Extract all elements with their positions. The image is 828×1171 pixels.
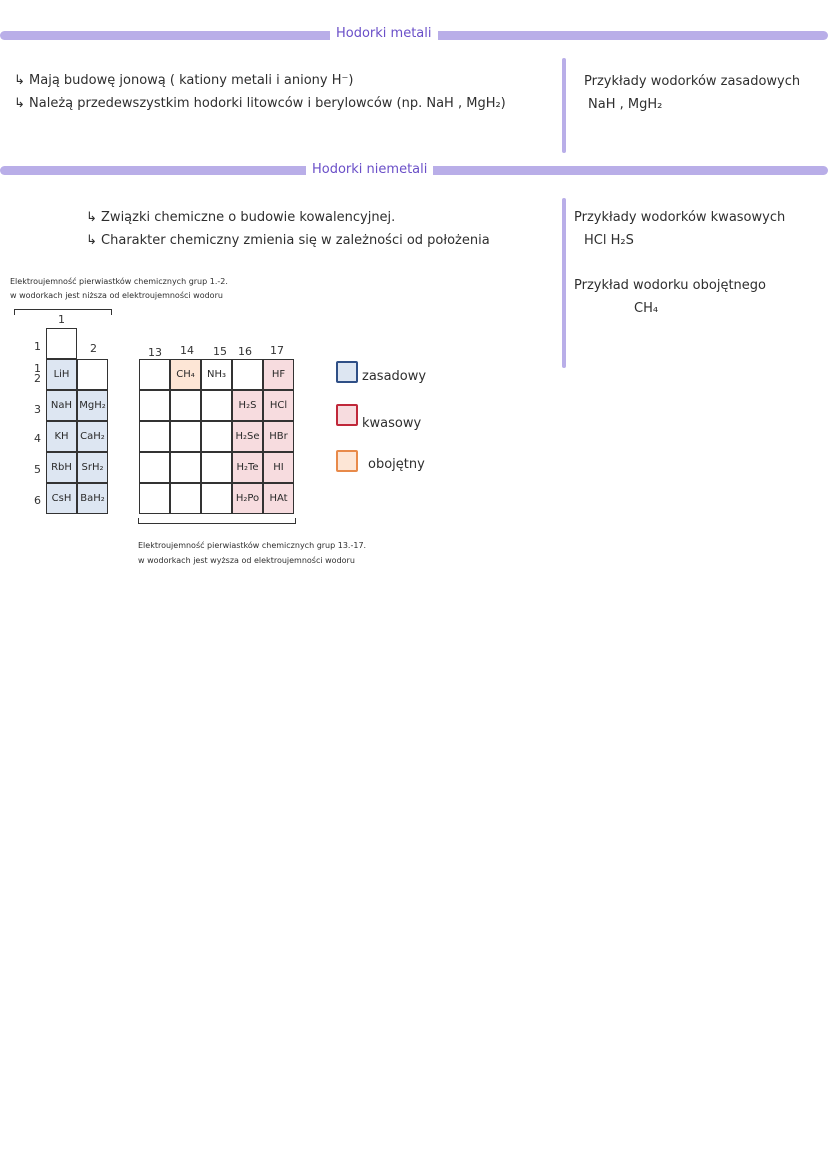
table-cell: CsH bbox=[46, 483, 77, 514]
group-label-2: 2 bbox=[90, 342, 97, 355]
legend-label-acid: kwasowy bbox=[362, 416, 422, 431]
table-cell: H₂S bbox=[232, 390, 263, 421]
table-cell bbox=[232, 359, 263, 390]
example-neutral-title: Przykład wodorku obojętnego bbox=[574, 278, 766, 293]
table-cell: NH₃ bbox=[201, 359, 232, 390]
table-cell bbox=[139, 452, 170, 483]
section-title-metals: Hodorki metali bbox=[330, 26, 438, 41]
arrow-icon: ↳ bbox=[86, 233, 102, 248]
group-label-15: 15 bbox=[213, 345, 227, 358]
table-cell: RbH bbox=[46, 452, 77, 483]
table-cell: CaH₂ bbox=[77, 421, 108, 452]
period-label-1: 1 bbox=[34, 362, 41, 375]
table-cell: HBr bbox=[263, 421, 294, 452]
period-label-5: 5 bbox=[34, 463, 41, 476]
examples-basic-title: Przykłady wodorków zasadowych bbox=[584, 74, 801, 89]
bracket-groups-13-17 bbox=[138, 518, 296, 524]
examples-basic-values: NaH , MgH₂ bbox=[588, 97, 663, 112]
table-cell: MgH₂ bbox=[77, 390, 108, 421]
note-groups-1-2-line1: Elektroujemność pierwiastków chemicznych grup 1.-2. bbox=[10, 277, 228, 286]
bullet-metals-1: ↳ Mają budowę jonową ( kationy metali i aniony H⁻) bbox=[14, 73, 354, 88]
table-cell: BaH₂ bbox=[77, 483, 108, 514]
table-cell: KH bbox=[46, 421, 77, 452]
group-label-1: 1 bbox=[34, 340, 41, 353]
table-cell bbox=[170, 452, 201, 483]
table-cell bbox=[77, 359, 108, 390]
table-cell bbox=[201, 390, 232, 421]
table-cell: LiH bbox=[46, 359, 77, 390]
table-cell bbox=[170, 390, 201, 421]
note-groups-13-17-line1: Elektroujemność pierwiastków chemicznych grup 13.-17. bbox=[138, 541, 367, 550]
legend-swatch-neutral bbox=[336, 450, 358, 472]
table-cell: SrH₂ bbox=[77, 452, 108, 483]
bullet-nonmetals-2: ↳ Charakter chemiczny zmienia się w zależności od położenia bbox=[86, 233, 490, 248]
table-cell bbox=[201, 483, 232, 514]
table-cell bbox=[170, 483, 201, 514]
period-label-3: 3 bbox=[34, 403, 41, 416]
table-cell: HAt bbox=[263, 483, 294, 514]
table-cell bbox=[201, 452, 232, 483]
table-cell: H₂Te bbox=[232, 452, 263, 483]
examples-acid-title: Przykłady wodorków kwasowych bbox=[574, 210, 786, 225]
table-cell: H₂Se bbox=[232, 421, 263, 452]
table-cell: HCl bbox=[263, 390, 294, 421]
legend-swatch-acid bbox=[336, 404, 358, 426]
divider-right-1 bbox=[562, 58, 566, 153]
group-label-13: 13 bbox=[148, 346, 162, 359]
legend-label-basic: zasadowy bbox=[362, 369, 427, 384]
table-cell: NaH bbox=[46, 390, 77, 421]
table-cell bbox=[139, 359, 170, 390]
table-cell bbox=[170, 421, 201, 452]
section-title-nonmetals: Hodorki niemetali bbox=[306, 162, 433, 177]
bullet-nonmetals-1: ↳ Związki chemiczne o budowie kowalencyjnej. bbox=[86, 210, 396, 225]
table-cell bbox=[139, 421, 170, 452]
examples-acid-values: HCl H₂S bbox=[584, 233, 634, 248]
arrow-icon: ↳ bbox=[14, 96, 30, 111]
period-label-6: 6 bbox=[34, 494, 41, 507]
group-label-16: 16 bbox=[238, 345, 252, 358]
table-cell: HF bbox=[263, 359, 294, 390]
group-label-17: 17 bbox=[270, 344, 284, 357]
period-label-2: 2 bbox=[34, 372, 41, 385]
legend-label-neutral: obojętny bbox=[368, 457, 425, 472]
example-neutral-value: CH₄ bbox=[634, 301, 659, 316]
table-cell: HI bbox=[263, 452, 294, 483]
bracket-label: 1 bbox=[58, 313, 65, 326]
table-cell bbox=[139, 483, 170, 514]
period-label-4: 4 bbox=[34, 432, 41, 445]
group-label-14: 14 bbox=[180, 344, 194, 357]
table-cell bbox=[139, 390, 170, 421]
table-cell: CH₄ bbox=[170, 359, 201, 390]
table-cell: H₂Po bbox=[232, 483, 263, 514]
table-cell bbox=[201, 421, 232, 452]
note-groups-13-17-line2: w wodorkach jest wyższa od elektroujemności wodoru bbox=[138, 556, 355, 565]
arrow-icon: ↳ bbox=[86, 210, 102, 225]
arrow-icon: ↳ bbox=[14, 73, 30, 88]
table-cell bbox=[46, 328, 77, 359]
bullet-metals-2: ↳ Należą przedewszystkim hodorki litowców i berylowców (np. NaH , MgH₂) bbox=[14, 96, 506, 111]
divider-right-2 bbox=[562, 198, 566, 368]
legend-swatch-basic bbox=[336, 361, 358, 383]
note-groups-1-2-line2: w wodorkach jest niższa od elektroujemności wodoru bbox=[10, 291, 223, 300]
